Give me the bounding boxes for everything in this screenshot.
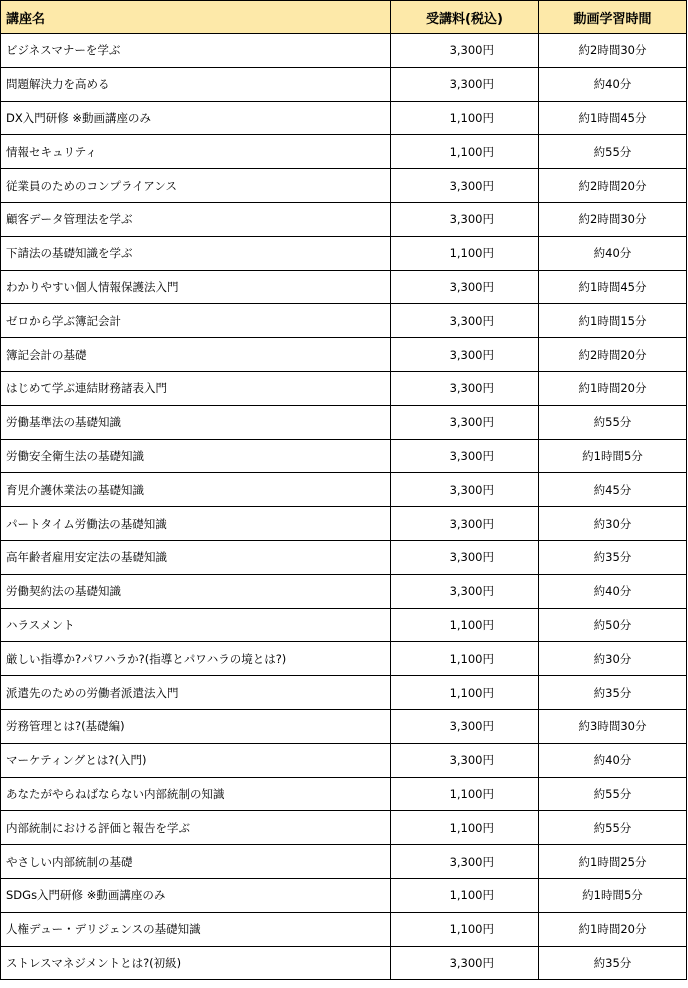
price-cell: 3,300円 xyxy=(391,304,539,338)
video-time-cell: 約2時間20分 xyxy=(539,169,687,203)
course-name-cell: 情報セキュリティ xyxy=(1,135,391,169)
header-course-name: 講座名 xyxy=(1,1,391,34)
price-cell: 1,100円 xyxy=(391,811,539,845)
table-row xyxy=(1,540,687,574)
video-time-cell: 約2時間30分 xyxy=(539,34,687,68)
course-name-cell: 顧客データ管理法を学ぶ xyxy=(1,202,391,236)
table-row xyxy=(1,777,687,811)
course-name-cell: DX入門研修 ※動画講座のみ xyxy=(1,101,391,135)
price-cell: 3,300円 xyxy=(391,439,539,473)
table-row xyxy=(1,135,687,169)
price-cell: 3,300円 xyxy=(391,371,539,405)
course-name-cell: ストレスマネジメントとは?(初級) xyxy=(1,946,391,980)
table-row xyxy=(1,236,687,270)
video-time-cell: 約1時間5分 xyxy=(539,439,687,473)
video-time-cell: 約2時間20分 xyxy=(539,338,687,372)
header-price: 受講料(税込) xyxy=(391,1,539,34)
video-time-cell: 約55分 xyxy=(539,811,687,845)
price-cell: 3,300円 xyxy=(391,338,539,372)
table-row xyxy=(1,338,687,372)
video-time-cell: 約1時間15分 xyxy=(539,304,687,338)
price-cell: 1,100円 xyxy=(391,236,539,270)
table-row xyxy=(1,642,687,676)
course-name-cell: 労働基準法の基礎知識 xyxy=(1,405,391,439)
video-time-cell: 約40分 xyxy=(539,743,687,777)
course-name-cell: SDGs入門研修 ※動画講座のみ xyxy=(1,878,391,912)
course-name-cell: 問題解決力を高める xyxy=(1,67,391,101)
video-time-cell: 約55分 xyxy=(539,135,687,169)
video-time-cell: 約1時間45分 xyxy=(539,270,687,304)
price-cell: 3,300円 xyxy=(391,946,539,980)
price-cell: 1,100円 xyxy=(391,135,539,169)
video-time-cell: 約55分 xyxy=(539,405,687,439)
price-cell: 3,300円 xyxy=(391,169,539,203)
price-cell: 3,300円 xyxy=(391,743,539,777)
price-cell: 1,100円 xyxy=(391,101,539,135)
course-name-cell: 人権デュー・デリジェンスの基礎知識 xyxy=(1,912,391,946)
table-row xyxy=(1,709,687,743)
price-cell: 3,300円 xyxy=(391,709,539,743)
table-row xyxy=(1,676,687,710)
price-cell: 3,300円 xyxy=(391,270,539,304)
video-time-cell: 約1時間25分 xyxy=(539,845,687,879)
video-time-cell: 約30分 xyxy=(539,642,687,676)
course-name-cell: 内部統制における評価と報告を学ぶ xyxy=(1,811,391,845)
course-name-cell: 下請法の基礎知識を学ぶ xyxy=(1,236,391,270)
course-name-cell: 厳しい指導か?パワハラか?(指導とパワハラの境とは?) xyxy=(1,642,391,676)
price-cell: 3,300円 xyxy=(391,507,539,541)
video-time-cell: 約55分 xyxy=(539,777,687,811)
price-cell: 3,300円 xyxy=(391,845,539,879)
table-row xyxy=(1,34,687,68)
course-name-cell: 労働契約法の基礎知識 xyxy=(1,574,391,608)
course-name-cell: やさしい内部統制の基礎 xyxy=(1,845,391,879)
course-name-cell: わかりやすい個人情報保護法入門 xyxy=(1,270,391,304)
table-row xyxy=(1,608,687,642)
table-row xyxy=(1,473,687,507)
course-name-cell: 従業員のためのコンプライアンス xyxy=(1,169,391,203)
video-time-cell: 約45分 xyxy=(539,473,687,507)
table-row xyxy=(1,270,687,304)
video-time-cell: 約2時間30分 xyxy=(539,202,687,236)
course-name-cell: パートタイム労働法の基礎知識 xyxy=(1,507,391,541)
video-time-cell: 約35分 xyxy=(539,946,687,980)
course-name-cell: ビジネスマナーを学ぶ xyxy=(1,34,391,68)
video-time-cell: 約1時間45分 xyxy=(539,101,687,135)
video-time-cell: 約35分 xyxy=(539,540,687,574)
course-name-cell: 育児介護休業法の基礎知識 xyxy=(1,473,391,507)
course-name-cell: ゼロから学ぶ簿記会計 xyxy=(1,304,391,338)
video-time-cell: 約1時間20分 xyxy=(539,371,687,405)
price-cell: 1,100円 xyxy=(391,777,539,811)
course-name-cell: 高年齢者雇用安定法の基礎知識 xyxy=(1,540,391,574)
course-name-cell: 労働安全衛生法の基礎知識 xyxy=(1,439,391,473)
table-row xyxy=(1,101,687,135)
video-time-cell: 約3時間30分 xyxy=(539,709,687,743)
price-cell: 1,100円 xyxy=(391,878,539,912)
course-name-cell: 派遣先のための労働者派遣法入門 xyxy=(1,676,391,710)
table-row xyxy=(1,946,687,980)
course-name-cell: はじめて学ぶ連結財務諸表入門 xyxy=(1,371,391,405)
course-name-cell: 簿記会計の基礎 xyxy=(1,338,391,372)
price-cell: 1,100円 xyxy=(391,676,539,710)
video-time-cell: 約30分 xyxy=(539,507,687,541)
video-time-cell: 約40分 xyxy=(539,236,687,270)
table-row xyxy=(1,202,687,236)
table-row xyxy=(1,574,687,608)
table-row xyxy=(1,845,687,879)
course-name-cell: 労務管理とは?(基礎編) xyxy=(1,709,391,743)
video-time-cell: 約40分 xyxy=(539,574,687,608)
table-row xyxy=(1,439,687,473)
table-row xyxy=(1,912,687,946)
table-row xyxy=(1,304,687,338)
table-row xyxy=(1,169,687,203)
table-row xyxy=(1,371,687,405)
price-cell: 3,300円 xyxy=(391,473,539,507)
table-row xyxy=(1,878,687,912)
table-header xyxy=(1,1,687,34)
header-row xyxy=(1,1,687,34)
price-cell: 3,300円 xyxy=(391,202,539,236)
course-name-cell: ハラスメント xyxy=(1,608,391,642)
price-cell: 3,300円 xyxy=(391,574,539,608)
price-cell: 1,100円 xyxy=(391,608,539,642)
course-name-cell: マーケティングとは?(入門) xyxy=(1,743,391,777)
video-time-cell: 約35分 xyxy=(539,676,687,710)
video-time-cell: 約40分 xyxy=(539,67,687,101)
video-time-cell: 約1時間20分 xyxy=(539,912,687,946)
video-time-cell: 約50分 xyxy=(539,608,687,642)
table-row xyxy=(1,507,687,541)
price-cell: 3,300円 xyxy=(391,540,539,574)
table-body xyxy=(1,34,687,980)
table-row xyxy=(1,811,687,845)
table-row xyxy=(1,67,687,101)
video-time-cell: 約1時間5分 xyxy=(539,878,687,912)
price-cell: 1,100円 xyxy=(391,912,539,946)
price-cell: 3,300円 xyxy=(391,34,539,68)
header-video-time: 動画学習時間 xyxy=(539,1,687,34)
price-cell: 3,300円 xyxy=(391,405,539,439)
price-cell: 3,300円 xyxy=(391,67,539,101)
course-name-cell: あなたがやらねばならない内部統制の知識 xyxy=(1,777,391,811)
table-row xyxy=(1,405,687,439)
price-cell: 1,100円 xyxy=(391,642,539,676)
table-row xyxy=(1,743,687,777)
